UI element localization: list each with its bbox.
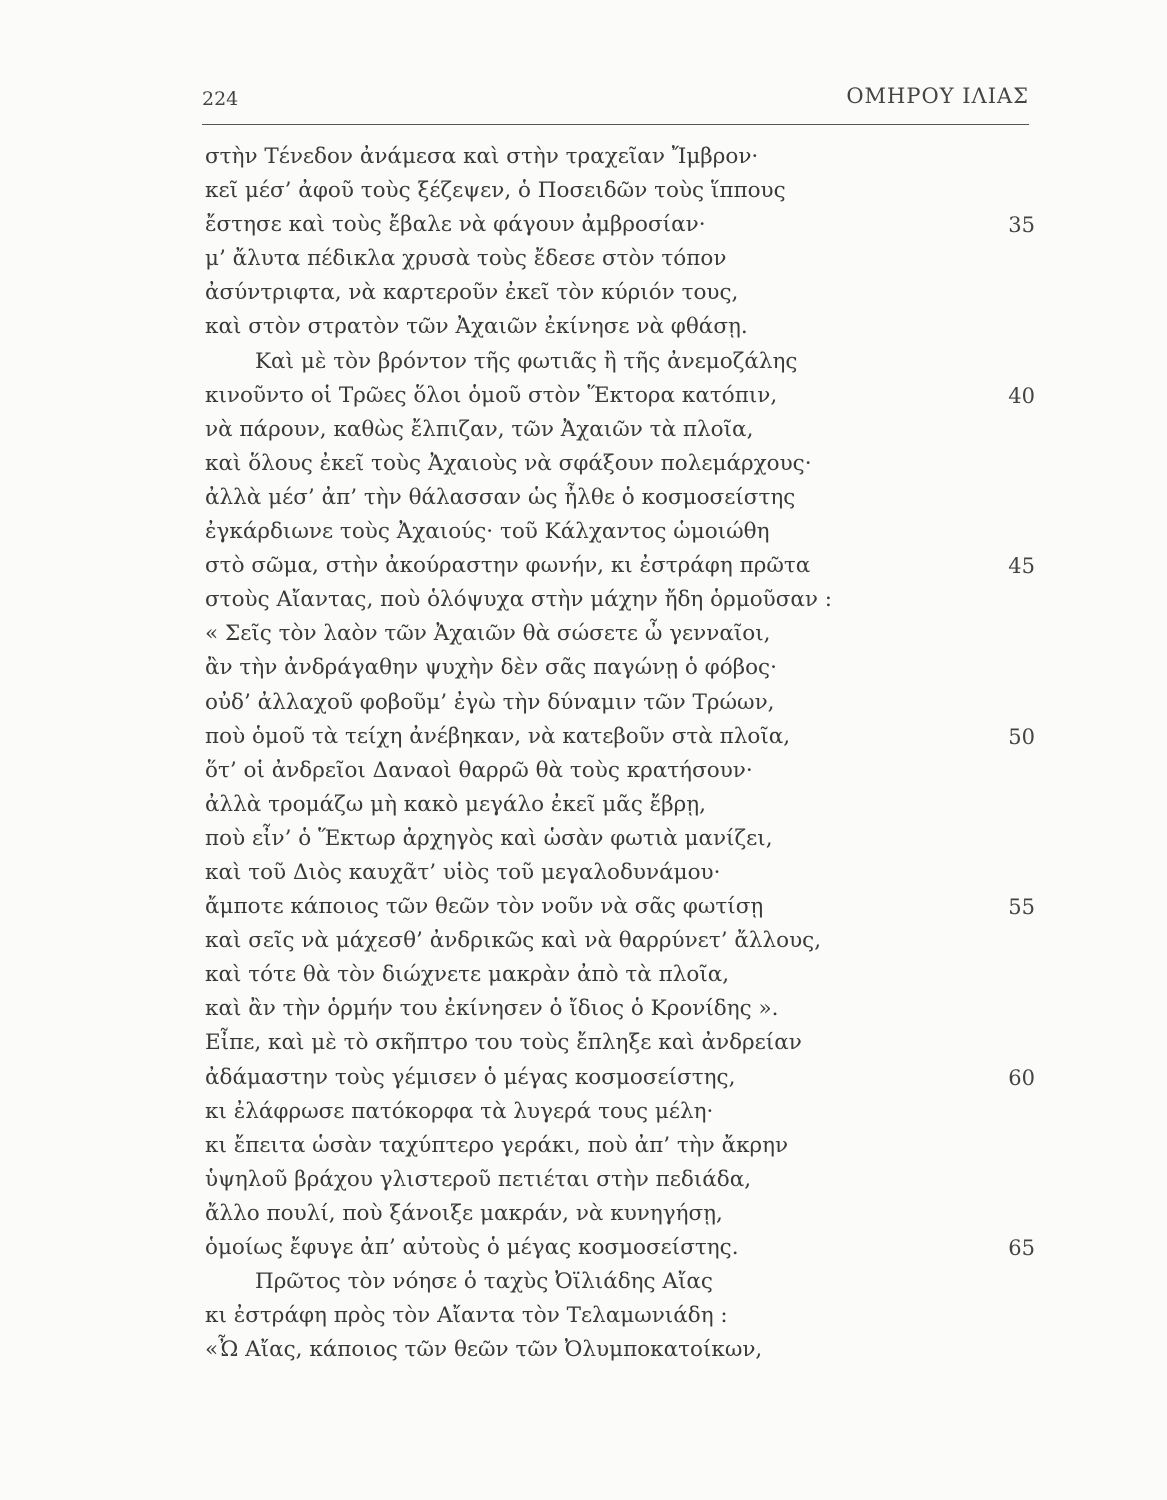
verse-line-text: ἀλλὰ τρομάζω μὴ κακὸ μεγάλο ἐκεῖ μᾶς ἔβρῃ, xyxy=(205,791,706,817)
verse-line-text: Καὶ μὲ τὸν βρόντον τῆς φωτιᾶς ἢ τῆς ἀνεμοζάλης xyxy=(255,348,798,374)
verse-line-text: κι ἔπειτα ὡσὰν ταχύπτερο γεράκι, ποὺ ἀπ’ τὴν ἄκρην xyxy=(205,1132,789,1158)
verse-line-text: καὶ ἂν τὴν ὁρμήν του ἐκίνησεν ὁ ἴδιος ὁ Κρονίδης ». xyxy=(205,996,779,1022)
verse-line-text: ὑψηλοῦ βράχου γλιστεροῦ πετιέται στὴν πεδιάδα, xyxy=(205,1166,752,1192)
verse-line-text: ἀλλὰ μέσ’ ἀπ’ τὴν θάλασσαν ὡς ἦλθε ὁ κοσμοσείστης xyxy=(205,484,796,510)
verse-line xyxy=(205,310,1035,344)
header-rule xyxy=(202,124,1029,125)
verse-line-text: ποὺ ὁμοῦ τὰ τείχη ἀνέβηκαν, νὰ κατεβοῦν στὰ πλοῖα, xyxy=(205,723,791,749)
verse-line-text: καὶ τότε θὰ τὸν διώχνετε μακρὰν ἀπὸ τὰ πλοῖα, xyxy=(205,962,730,988)
verse-line xyxy=(205,856,1035,890)
verse-line-text: ἂν τὴν ἀνδράγαθην ψυχὴν δὲν σᾶς παγώνῃ ὁ φόβος· xyxy=(205,655,777,681)
verse-line xyxy=(205,754,1035,788)
verse-line-text: νὰ πάρουν, καθὼς ἔλπιζαν, τῶν Ἀχαιῶν τὰ πλοῖα, xyxy=(205,416,754,442)
verse-line-text: κι ἐστράφη πρὸς τὸν Αἴαντα τὸν Τελαμωνιάδη : xyxy=(205,1303,728,1329)
verse-line-text: οὐδ’ ἀλλαχοῦ φοβοῦμ’ ἐγὼ τὴν δύναμιν τῶν Τρώων, xyxy=(205,689,775,715)
verse-line xyxy=(205,413,1035,447)
verse-line xyxy=(205,447,1035,481)
verse-line xyxy=(205,992,1035,1026)
running-title: ΟΜΗΡΟΥ ΙΛΙΑΣ xyxy=(846,84,1029,108)
line-number: 50 xyxy=(1008,724,1035,749)
verse-line-text: ποὺ εἶν’ ὁ Ἕκτωρ ἀρχηγὸς καὶ ὡσὰν φωτιὰ μανίζει, xyxy=(205,825,773,851)
verse-line xyxy=(205,515,1035,549)
verse-line xyxy=(205,140,1035,174)
verse-line-text: στὴν Τένεδον ἀνάμεσα καὶ στὴν τραχεῖαν Ἴμβρον· xyxy=(205,144,759,169)
verse-line xyxy=(205,651,1035,685)
verse-line xyxy=(205,1095,1035,1129)
verse-line xyxy=(205,720,1035,754)
line-number: 60 xyxy=(1008,1065,1035,1090)
verse-line xyxy=(205,1231,1035,1265)
page-header xyxy=(202,80,1029,116)
verse-line-text: ὁμοίως ἔφυγε ἀπ’ αὐτοὺς ὁ μέγας κοσμοσείστης. xyxy=(205,1235,739,1260)
verse-line xyxy=(205,174,1035,208)
verse-line xyxy=(205,242,1035,276)
verse-line-text: ἐγκάρδιωνε τοὺς Ἀχαιούς· τοῦ Κάλχαντος ὡμοιώθη xyxy=(205,519,770,545)
verse-line-text: ἔστησε καὶ τοὺς ἔβαλε νὰ φάγουν ἀμβροσίαν· xyxy=(205,212,706,238)
verse-line xyxy=(205,583,1035,617)
page-number: 224 xyxy=(202,88,239,110)
verse-line-text: ὅτ’ οἱ ἀνδρεῖοι Δαναοὶ θαρρῶ θὰ τοὺς κρατήσουν· xyxy=(205,757,753,783)
verse-line xyxy=(205,890,1035,924)
line-number: 35 xyxy=(1008,213,1035,238)
verse-line-text: κινοῦντο οἱ Τρῶες ὅλοι ὁμοῦ στὸν Ἕκτορα κατόπιν, xyxy=(205,382,778,408)
verse-line xyxy=(205,686,1035,720)
line-number: 40 xyxy=(1008,383,1035,408)
verse-line-text: Εἶπε, καὶ μὲ τὸ σκῆπτρο του τοὺς ἔπληξε καὶ ἀνδρείαν xyxy=(205,1030,802,1056)
verse-line xyxy=(205,924,1035,958)
line-number: 65 xyxy=(1008,1236,1035,1260)
verse-line xyxy=(205,1129,1035,1163)
verse-line xyxy=(205,276,1035,310)
verse-line xyxy=(205,1163,1035,1197)
verse-line xyxy=(205,1197,1035,1231)
verse-line-text: Πρῶτος τὸν νόησε ὁ ταχὺς Ὀϊλιάδης Αἴας xyxy=(255,1269,713,1295)
verse-line xyxy=(205,1299,1035,1333)
verse-line-text: καὶ ὅλους ἐκεῖ τοὺς Ἀχαιοὺς νὰ σφάξουν πολεμάρχους· xyxy=(205,450,812,476)
verse-line xyxy=(205,1333,1035,1367)
line-number: 45 xyxy=(1008,554,1035,579)
verse-line xyxy=(205,1026,1035,1060)
verse-line-text: ἄμποτε κάποιος τῶν θεῶν τὸν νοῦν νὰ σᾶς φωτίσῃ xyxy=(205,894,764,920)
verse-line-text: κεῖ μέσ’ ἀφοῦ τοὺς ξέζεψεν, ὁ Ποσειδῶν τοὺς ἵππους xyxy=(205,178,786,204)
line-number: 55 xyxy=(1008,895,1035,920)
verse-line xyxy=(205,549,1035,583)
verse-line-text: μ’ ἄλυτα πέδικλα χρυσὰ τοὺς ἔδεσε στὸν τόπον xyxy=(205,246,727,272)
verse-line xyxy=(205,1265,1035,1299)
verse-line xyxy=(205,345,1035,379)
verse-line xyxy=(205,1061,1035,1095)
verse-line xyxy=(205,822,1035,856)
verse-line-text: στὸ σῶμα, στὴν ἀκούραστην φωνήν, κι ἐστράφη πρῶτα xyxy=(205,553,811,579)
verse-line xyxy=(205,958,1035,992)
verse-line-text: ἀσύντριφτα, νὰ καρτεροῦν ἐκεῖ τὸν κύριόν τους, xyxy=(205,280,739,306)
verse-line-text: « Σεῖς τὸν λαὸν τῶν Ἀχαιῶν θὰ σώσετε ὦ γενναῖοι, xyxy=(205,621,771,647)
verse-line-text: ἄλλο πουλί, ποὺ ξάνοιξε μακράν, νὰ κυνηγήσῃ, xyxy=(205,1200,723,1226)
verse-line-text: κι ἐλάφρωσε πατόκορφα τὰ λυγερά τους μέλη· xyxy=(205,1098,714,1124)
verse-line-text: καὶ τοῦ Διὸς καυχᾶτ’ υἱὸς τοῦ μεγαλοδυνάμου· xyxy=(205,859,721,885)
verse-line-text: ἀδάμαστην τοὺς γέμισεν ὁ μέγας κοσμοσείστης, xyxy=(205,1064,736,1090)
verse-line-text: καὶ στὸν στρατὸν τῶν Ἀχαιῶν ἐκίνησε νὰ φθάσῃ. xyxy=(205,314,748,340)
verse-line xyxy=(205,617,1035,651)
verse-line-text: καὶ σεῖς νὰ μάχεσθ’ ἀνδρικῶς καὶ νὰ θαρρύνετ’ ἄλλους, xyxy=(205,928,822,954)
verse-line-text: στοὺς Αἴαντας, ποὺ ὁλόψυχα στὴν μάχην ἤδη ὁρμοῦσαν : xyxy=(205,587,833,613)
verse-body xyxy=(205,140,1035,1367)
verse-line xyxy=(205,788,1035,822)
verse-line xyxy=(205,481,1035,515)
verse-line xyxy=(205,208,1035,242)
verse-line-text: «Ὦ Αἴας, κάποιος τῶν θεῶν τῶν Ὀλυμποκατοίκων, xyxy=(205,1337,763,1363)
verse-line xyxy=(205,379,1035,413)
